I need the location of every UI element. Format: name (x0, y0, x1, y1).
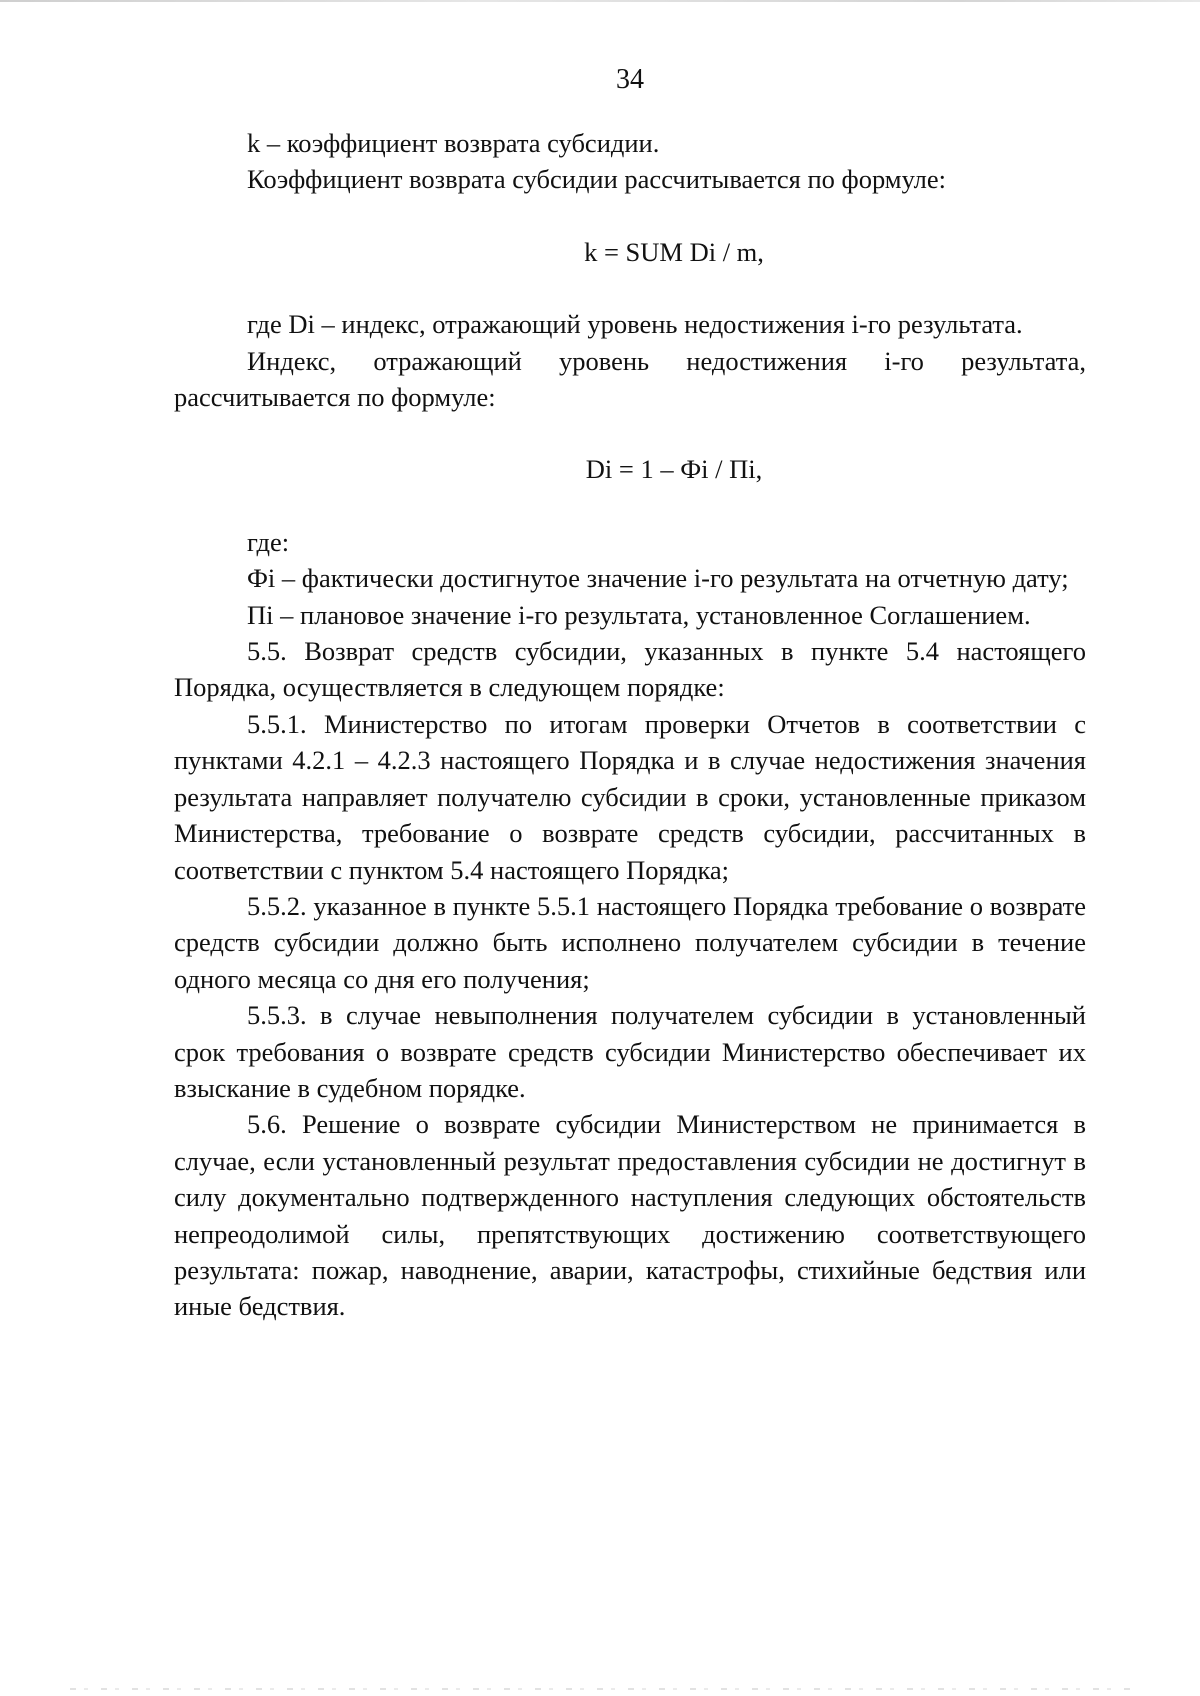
paragraph-5-5-3: 5.5.3. в случае невыполнения получателем субсидии в установленный срок требования о возврате средств субсидии Министерство обеспечивает их взыскание в судебном порядке. (174, 1000, 1086, 1103)
scan-top-edge (0, 0, 1200, 2)
formula-di: Di = 1 – Фi / Пi, (585, 454, 763, 485)
paragraph-pi-definition: Пi – плановое значение i-го результата, установленное Соглашением. (247, 599, 1031, 630)
paragraph-5-5: 5.5. Возврат средств субсидии, указанных в пункте 5.4 настоящего Порядка, осуществляется в следующем порядке: (174, 636, 1086, 703)
scan-bottom-edge (70, 1688, 1130, 1690)
paragraph-5-6: 5.6. Решение о возврате субсидии Министерством не принимается в случае, если установленный результат предоставления субсидии не достигнут в силу документально подтвержденного наступления следующих обстоятельств непреодолимой силы, препятствующих достижению соответствующего результата: пожар, наводнение, аварии, катастрофы, стихийные бедствия или иные бедствия. (174, 1109, 1086, 1322)
formula-k: k = SUM Di / m, (584, 236, 764, 267)
page-number: 34 (616, 64, 644, 95)
paragraph-5-5-2: 5.5.2. указанное в пункте 5.5.1 настоящего Порядка требование о возврате средств субсидии должно быть исполнено получателем субсидии в течение одного месяца со дня его получения; (174, 890, 1086, 994)
paragraph-di-definition: где Di – индекс, отражающий уровень недостижения i-го результата. (247, 309, 1023, 340)
paragraph-fi-definition: Фi – фактически достигнутое значение i-го результата на отчетную дату; (247, 563, 1069, 594)
paragraph-index-intro: Индекс, отражающий уровень недостижения i-го результата, рассчитывается по формуле: (174, 345, 1086, 413)
paragraph-5-5-1: 5.5.1. Министерство по итогам проверки Отчетов в соответствии с пунктами 4.2.1 – 4.2.3 настоящего Порядка и в случае недостижения значения результата направляет получателю субсидии в сроки, установленные приказом Министерства, требование о возврате средств субсидии, рассчитанных в соответствии с пунктом 5.4 настоящего Порядка; (174, 708, 1086, 885)
paragraph-formula-intro: Коэффициент возврата субсидии рассчитывается по формуле: (247, 164, 947, 195)
document-body (174, 125, 1086, 1325)
paragraph-where: где: (247, 526, 290, 557)
paragraph-k-definition: k – коэффициент возврата субсидии. (247, 128, 660, 158)
